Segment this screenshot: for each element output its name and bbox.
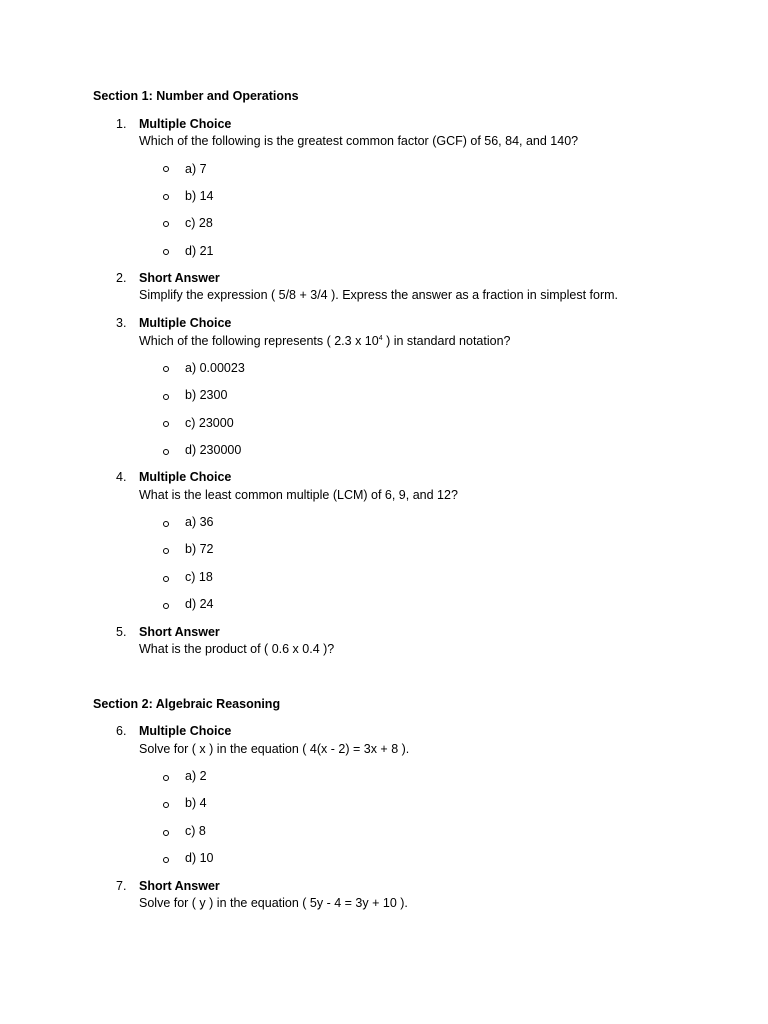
- bullet-icon: [163, 366, 169, 372]
- question-text: Simplify the expression ( 5/8 + 3/4 ). Express the answer as a fraction in simplest form.: [139, 288, 619, 302]
- option: c) 28: [185, 216, 213, 230]
- question-text: Which of the following is the greatest common factor (GCF) of 56, 84, and 140?: [139, 134, 579, 148]
- bullet-icon: [163, 802, 169, 808]
- option: c) 8: [185, 824, 206, 838]
- option: c) 23000: [185, 416, 234, 430]
- question-number: 7.: [116, 879, 127, 893]
- option: b) 4: [185, 796, 207, 810]
- bullet-icon: [163, 830, 169, 836]
- option: b) 72: [185, 542, 214, 556]
- bullet-icon: [163, 221, 169, 227]
- option: d) 230000: [185, 443, 242, 457]
- option: a) 2: [185, 769, 207, 783]
- bullet-icon: [163, 548, 169, 554]
- question-type: Short Answer: [139, 271, 220, 285]
- option: c) 18: [185, 570, 213, 584]
- question-type: Multiple Choice: [139, 117, 232, 131]
- question-text: What is the product of ( 0.6 x 0.4 )?: [139, 642, 335, 656]
- bullet-icon: [163, 166, 169, 172]
- question-number: 1.: [116, 117, 127, 131]
- question-number: 4.: [116, 470, 127, 484]
- question-text: Which of the following represents ( 2.3 x $10^4$ ) in standard notation?: [139, 334, 511, 348]
- bullet-icon: [163, 249, 169, 255]
- question-text: Solve for ( x ) in the equation ( 4(x - 2) = 3x + 8 ).: [139, 742, 410, 756]
- question-type: Multiple Choice: [139, 316, 232, 330]
- option: a) 0.00023: [185, 361, 245, 375]
- bullet-icon: [163, 421, 169, 427]
- question-text: Solve for ( y ) in the equation ( 5y - 4 = 3y + 10 ).: [139, 896, 408, 910]
- question-type: Multiple Choice: [139, 724, 232, 738]
- bullet-icon: [163, 194, 169, 200]
- bullet-icon: [163, 521, 169, 527]
- bullet-icon: [163, 449, 169, 455]
- question-type: Short Answer: [139, 625, 220, 639]
- option: d) 24: [185, 597, 214, 611]
- question-number: 3.: [116, 316, 127, 330]
- bullet-icon: [163, 857, 169, 863]
- bullet-icon: [163, 603, 169, 609]
- section-heading: Section 1: Number and Operations: [93, 89, 299, 103]
- option: d) 21: [185, 244, 214, 258]
- option: b) 2300: [185, 388, 228, 402]
- question-type: Short Answer: [139, 879, 220, 893]
- bullet-icon: [163, 394, 169, 400]
- question-number: 6.: [116, 724, 127, 738]
- option: a) 36: [185, 515, 214, 529]
- question-number: 2.: [116, 271, 127, 285]
- bullet-icon: [163, 775, 169, 781]
- option: a) 7: [185, 162, 207, 176]
- section-heading: Section 2: Algebraic Reasoning: [93, 697, 281, 711]
- bullet-icon: [163, 576, 169, 582]
- question-type: Multiple Choice: [139, 470, 232, 484]
- question-text: What is the least common multiple (LCM) of 6, 9, and 12?: [139, 488, 458, 502]
- question-number: 5.: [116, 625, 127, 639]
- option: d) 10: [185, 851, 214, 865]
- option: b) 14: [185, 189, 214, 203]
